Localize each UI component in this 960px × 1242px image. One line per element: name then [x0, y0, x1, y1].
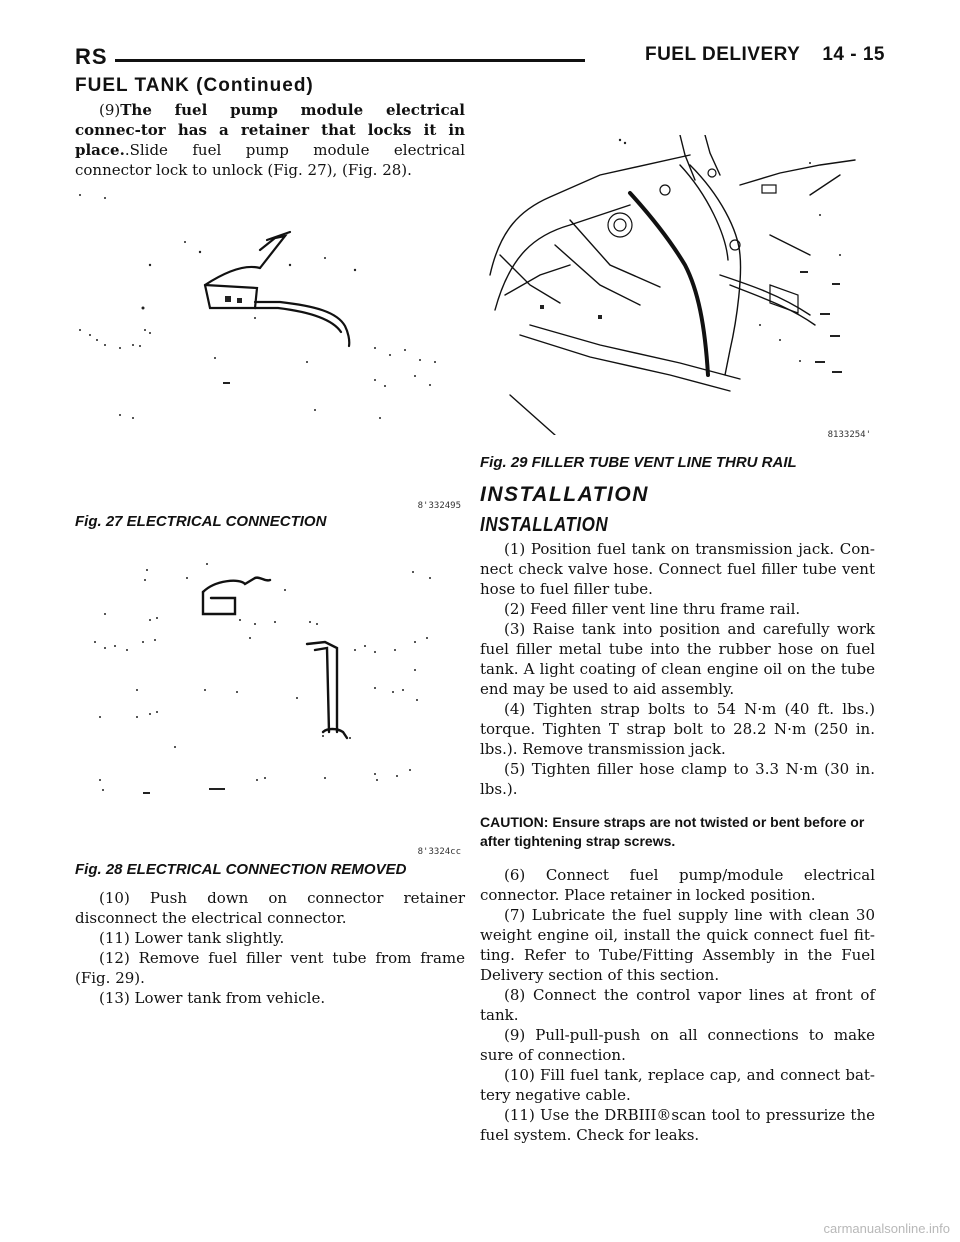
figure-28 [75, 542, 465, 880]
install-step-11: (11) Use the DRBIII®scan tool to pressurize the fuel system. Check for leaks. [480, 1106, 875, 1144]
section-title: FUEL TANK (Continued) [75, 75, 314, 96]
installation-heading: INSTALLATION [480, 483, 649, 506]
figure-29-illustration [480, 135, 875, 435]
figure-28-illustration [75, 542, 465, 852]
figure-29-id: 8133254' [827, 430, 871, 440]
figure-27-caption: Fig. 27 ELECTRICAL CONNECTION [75, 513, 327, 530]
left-column [75, 100, 465, 1008]
installation-steps-continued [480, 865, 875, 1145]
header-right [645, 44, 885, 66]
install-step-2: (2) Feed filler vent line thru frame rail. [504, 600, 801, 618]
figure-28-caption: Fig. 28 ELECTRICAL CONNECTION REMOVED [75, 861, 407, 878]
install-step-10: (10) Fill fuel tank, replace cap, and connect bat-tery negative cable. [480, 1066, 875, 1104]
figure-27-id: 8'332495 [417, 501, 461, 511]
install-step-9: (9) Pull-pull-push on all connections to make sure of connection. [480, 1026, 875, 1064]
installation-steps [480, 539, 875, 799]
header-model-code: RS [75, 44, 108, 69]
header-page-number: 14 - 15 [822, 44, 885, 65]
installation-subheading: INSTALLATION [480, 513, 609, 536]
figure-29-caption: Fig. 29 FILLER TUBE VENT LINE THRU RAIL [480, 454, 797, 471]
step-9-text: .Slide fuel pump module electrical connector lock to unlock (Fig. 27), (Fig. 28). [75, 141, 465, 179]
page-header [75, 44, 885, 74]
install-step-1: (1) Position fuel tank on transmission jack. Con-nect check valve hose. Connect fuel filler tube vent hose to fuel filler tube. [480, 540, 875, 598]
watermark: carmanualsonline.info [823, 1221, 950, 1236]
install-step-6: (6) Connect fuel pump/module electrical connector. Place retainer in locked position. [480, 866, 875, 904]
step-12: (12) Remove fuel filler vent tube from frame (Fig. 29). [75, 949, 465, 987]
removal-steps-continued [75, 888, 465, 1008]
right-column [480, 100, 875, 1145]
install-step-8: (8) Connect the control vapor lines at front of tank. [480, 986, 875, 1024]
figure-28-id: 8'3324cc [417, 847, 461, 857]
install-step-7: (7) Lubricate the fuel supply line with clean 30 weight engine oil, install the quick connect fuel fit-ting. Refer to Tube/Fitting Assembly in the Fuel Delivery section of this section. [480, 906, 875, 984]
step-9-number: (9) [99, 101, 121, 119]
step-10: (10) Push down on connector retainer disconnect the electrical connector. [75, 889, 465, 927]
step-9 [75, 100, 465, 180]
header-section-name: FUEL DELIVERY [644, 44, 801, 65]
install-step-3: (3) Raise tank into position and carefully work fuel filler metal tube into the rubber hose on fuel tank. A light coating of clean engine oil on the tube end may be used to aid assembly. [480, 620, 875, 698]
step-11: (11) Lower tank slightly. [99, 929, 285, 947]
install-step-5: (5) Tighten filler hose clamp to 3.3 N·m (30 in. lbs.). [480, 760, 875, 798]
figure-27-illustration [75, 190, 465, 490]
header-rule [115, 59, 585, 62]
install-step-4: (4) Tighten strap bolts to 54 N·m (40 ft. lbs.) torque. Tighten T strap bolt to 28.2 N·m (250 in. lbs.). Remove transmission jack. [480, 700, 875, 758]
figure-29 [480, 135, 875, 473]
step-9-bold: The fuel pump module electrical connec-tor has a retainer that locks it in place. [75, 101, 465, 159]
step-13: (13) Lower tank from vehicle. [99, 989, 326, 1007]
caution-note: CAUTION: Ensure straps are not twisted or bent before or after tightening strap screws. [480, 814, 865, 849]
figure-27 [75, 190, 465, 532]
